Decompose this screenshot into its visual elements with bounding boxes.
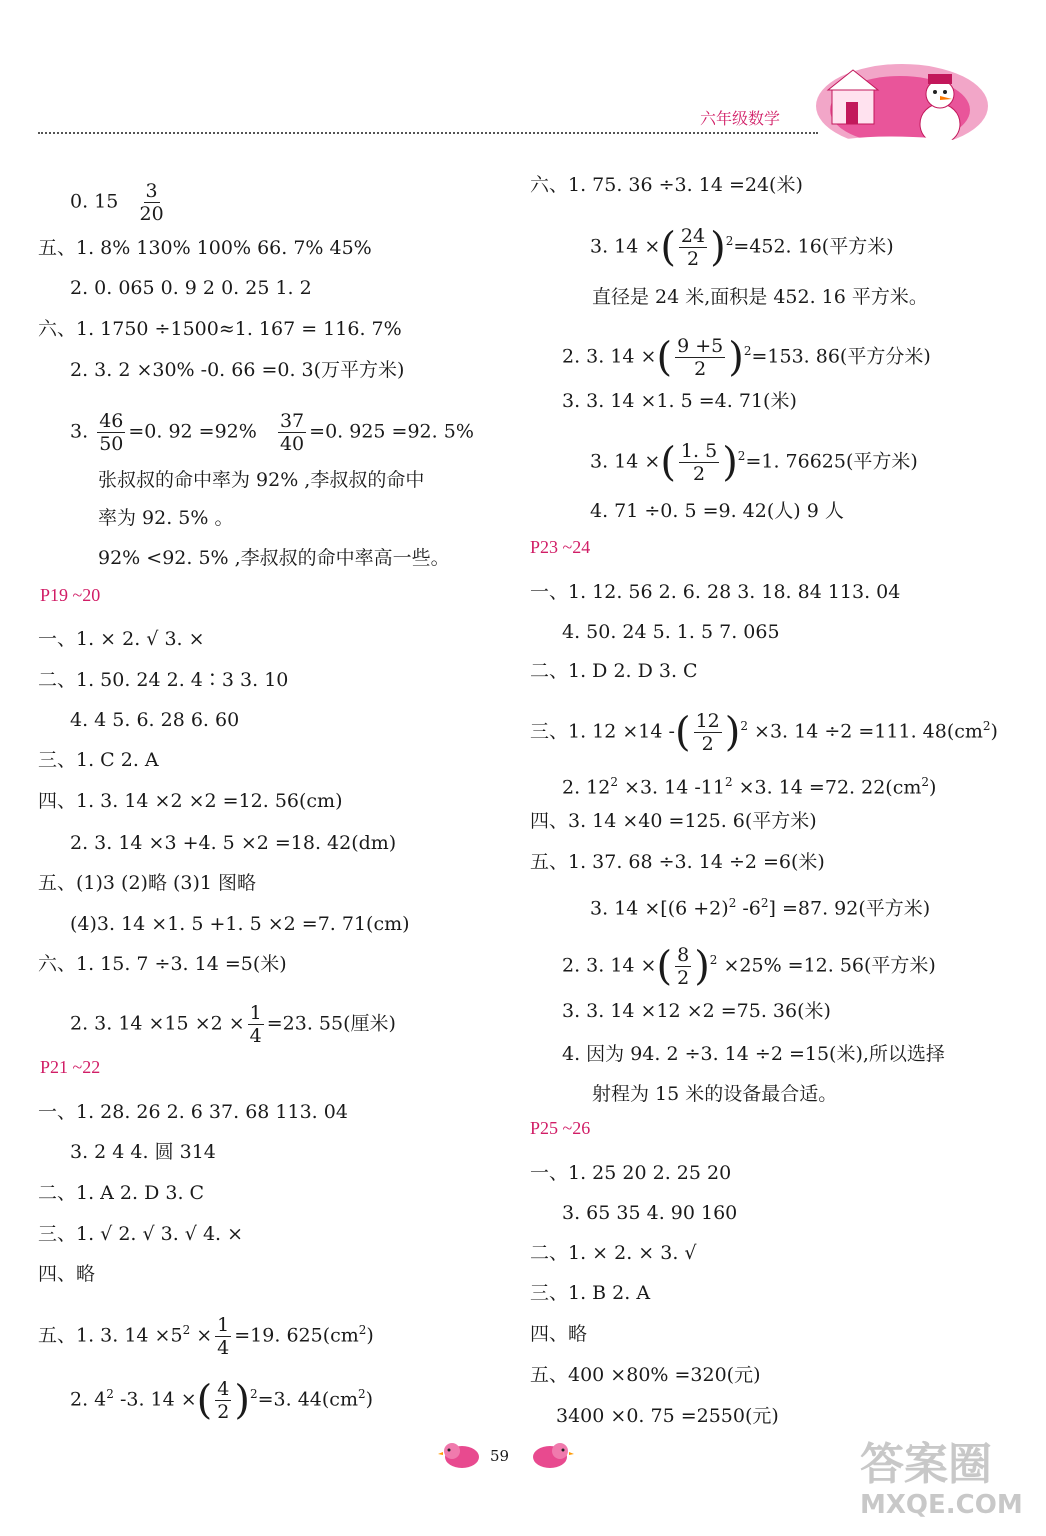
answer-line: 三、1. C 2. A <box>38 749 159 771</box>
answer-text: 2. 3. 14 ×15 ×2 × <box>70 1012 245 1035</box>
exponent: 2 <box>358 1323 367 1338</box>
answer-text: ) <box>365 1388 374 1411</box>
answer-line: 4. 因为 94. 2 ÷3. 14 ÷2 =15(米),所以选择 <box>562 1043 945 1065</box>
answer-line <box>590 891 930 920</box>
answer-text: =1. 76625(平方米) <box>745 450 918 473</box>
answer-line <box>562 770 936 799</box>
exponent: 2 <box>982 719 991 734</box>
denominator: 2 <box>686 248 700 270</box>
exponent: 2 <box>249 1387 258 1402</box>
answer-text: 3. 14 ×[(6 +2) <box>590 897 729 920</box>
answer-line: 2. 3. 2 ×30% -0. 66 =0. 3(万平方米) <box>70 359 405 381</box>
answer-line: 四、略 <box>38 1263 96 1285</box>
right-paren: ) <box>694 943 710 990</box>
answer-line: 二、1. × 2. × 3. √ <box>530 1242 697 1264</box>
answer-line <box>590 440 918 485</box>
watermark <box>860 1440 1030 1530</box>
answer-line: 一、1. 28. 26 2. 6 37. 68 113. 04 <box>38 1101 348 1123</box>
numerator: 1 <box>217 1314 230 1336</box>
answer-line <box>70 410 474 455</box>
subject-label: 六年级数学 <box>700 109 781 128</box>
answer-line <box>590 225 894 270</box>
answer-line: 4. 4 5. 6. 28 6. 60 <box>70 709 240 731</box>
fraction <box>675 335 725 380</box>
exponent: 2 <box>709 953 718 968</box>
numerator: 8 <box>677 944 690 966</box>
denominator: 4 <box>217 1337 230 1359</box>
answer-line: 五、1. 8% 130% 100% 66. 7% 45% <box>38 237 372 259</box>
fraction <box>679 225 707 270</box>
answer-text: =153. 86(平方分米) <box>751 345 931 368</box>
answer-line <box>70 180 167 225</box>
exponent: 2 <box>724 775 733 789</box>
answer-text: ] =87. 92(平方米) <box>768 897 931 920</box>
right-paren: ) <box>710 224 726 271</box>
answer-line: 4. 50. 24 5. 1. 5 7. 065 <box>562 621 780 643</box>
section-heading: P23 ~24 <box>530 537 591 557</box>
exponent: 2 <box>737 449 746 464</box>
answer-line <box>70 1378 373 1423</box>
denominator: 20 <box>139 203 164 225</box>
answer-line: 五、400 ×80% =320(元) <box>530 1364 761 1386</box>
answer-line: 四、1. 3. 14 ×2 ×2 =12. 56(cm) <box>38 790 343 812</box>
answer-text: 三、1. 12 ×14 - <box>530 720 675 743</box>
answer-text: ×3. 14 =72. 22(cm <box>732 776 922 799</box>
answer-text: ) <box>990 720 998 743</box>
denominator: 2 <box>217 1401 230 1423</box>
answer-text: -3. 14 × <box>113 1388 197 1411</box>
answer-line: 五、1. 37. 68 ÷3. 14 ÷2 =6(米) <box>530 851 825 873</box>
answer-line <box>562 944 936 989</box>
denominator: 2 <box>677 967 690 989</box>
answer-text: ) <box>366 1324 374 1347</box>
answer-text: =0. 92 =92% <box>128 420 257 443</box>
answer-line: 3400 ×0. 75 =2550(元) <box>556 1405 779 1427</box>
denominator: 2 <box>701 733 714 755</box>
numerator: 9 +5 <box>677 335 724 357</box>
answer-text: ×3. 14 ÷2 =111. 48(cm <box>748 720 983 743</box>
answer-line: 率为 92. 5% 。 <box>98 507 234 529</box>
right-paren: ) <box>234 1377 250 1424</box>
answer-line: 六、1. 75. 36 ÷3. 14 =24(米) <box>530 174 803 196</box>
answer-line <box>562 335 931 380</box>
answer-line: 一、1. 12. 56 2. 6. 28 3. 18. 84 113. 04 <box>530 581 901 603</box>
exponent: 2 <box>921 775 930 789</box>
left-paren: ( <box>660 439 676 486</box>
answer-text: 0. 15 <box>70 190 119 213</box>
answer-line: 3. 2 4 4. 圆 314 <box>70 1141 216 1163</box>
numerator: 1 <box>249 1002 262 1024</box>
exponent: 2 <box>357 1387 366 1402</box>
fraction <box>694 710 722 755</box>
denominator: 2 <box>693 463 706 485</box>
right-paren: ) <box>728 334 744 381</box>
denominator: 4 <box>249 1025 262 1047</box>
header-divider <box>38 132 818 134</box>
exponent: 2 <box>610 775 618 789</box>
numerator: 37 <box>279 410 305 432</box>
answer-line: (4)3. 14 ×1. 5 +1. 5 ×2 =7. 71(cm) <box>70 913 410 935</box>
left-paren: ( <box>660 224 676 271</box>
answer-text: 3. <box>70 420 89 443</box>
answer-line: 3. 3. 14 ×12 ×2 =75. 36(米) <box>562 1000 831 1022</box>
bird-left-icon <box>438 1440 482 1470</box>
fraction <box>215 1314 231 1359</box>
section-heading: P25 ~26 <box>530 1118 591 1138</box>
answer-text: × <box>190 1324 213 1347</box>
denominator: 50 <box>99 433 124 455</box>
answer-line: 三、1. B 2. A <box>530 1282 651 1304</box>
answer-line: 3. 3. 14 ×1. 5 =4. 71(米) <box>562 390 797 412</box>
answer-text: 五、1. 3. 14 ×5 <box>38 1324 183 1347</box>
answer-text: 2. 3. 14 × <box>562 345 657 368</box>
numerator: 4 <box>217 1378 230 1400</box>
answer-line: 直径是 24 米,面积是 452. 16 平方米。 <box>592 286 928 308</box>
denominator: 40 <box>279 433 305 455</box>
answer-text: 3. 14 × <box>590 235 661 258</box>
answer-line: 2. 3. 14 ×3 +4. 5 ×2 =18. 42(dm) <box>70 832 397 854</box>
exponent: 2 <box>106 1387 114 1402</box>
answer-text: 2. 4 <box>70 1388 107 1411</box>
answer-text: 3. 14 × <box>590 450 661 473</box>
left-paren: ( <box>196 1377 213 1424</box>
right-paren: ) <box>724 709 741 756</box>
answer-line: 张叔叔的命中率为 92% ,李叔叔的命中 <box>98 469 425 491</box>
answer-line <box>38 1314 374 1359</box>
answer-text: ×3. 14 -11 <box>618 776 725 799</box>
answer-line <box>530 710 998 755</box>
left-paren: ( <box>656 943 673 990</box>
section-heading: P21 ~22 <box>40 1057 101 1077</box>
answer-line: 4. 71 ÷0. 5 =9. 42(人) 9 人 <box>590 500 844 522</box>
answer-line: 3. 65 35 4. 90 160 <box>562 1202 738 1224</box>
answer-line: 六、1. 1750 ÷1500≈1. 167 = 116. 7% <box>38 318 402 340</box>
exponent: 2 <box>728 896 737 910</box>
answer-text: ×25% =12. 56(平方米) <box>717 954 936 977</box>
denominator: 2 <box>694 358 707 380</box>
answer-text: =452. 16(平方米) <box>733 235 894 258</box>
page-number: 59 <box>490 1447 510 1465</box>
answer-line: 二、1. A 2. D 3. C <box>38 1182 205 1204</box>
left-paren: ( <box>674 709 691 756</box>
answer-line: 射程为 15 米的设备最合适。 <box>592 1083 838 1105</box>
watermark-url: MXQE.COM <box>860 1490 1023 1520</box>
answer-text: =3. 44(cm <box>257 1388 358 1411</box>
answer-text: -6 <box>736 897 761 920</box>
exponent: 2 <box>740 719 748 734</box>
snowman-illustration <box>812 58 988 150</box>
fraction <box>97 410 125 455</box>
fraction <box>278 410 306 455</box>
fraction <box>215 1378 231 1423</box>
fraction <box>248 1002 264 1047</box>
answer-line: 四、略 <box>530 1323 588 1345</box>
answer-line: 92% <92. 5% ,李叔叔的命中率高一些。 <box>98 547 450 569</box>
numerator: 1. 5 <box>680 440 718 462</box>
answer-line: 五、(1)3 (2)略 (3)1 图略 <box>38 872 257 894</box>
answer-text: 2. 3. 14 × <box>562 954 657 977</box>
answer-line: 二、1. 50. 24 2. 4∶3 3. 10 <box>38 669 289 691</box>
numerator: 3 <box>145 180 158 202</box>
answer-text: =0. 925 =92. 5% <box>309 420 474 443</box>
numerator: 12 <box>695 710 720 732</box>
fraction <box>139 180 163 225</box>
answer-line: 2. 0. 065 0. 9 2 0. 25 1. 2 <box>70 277 312 299</box>
numerator: 46 <box>99 410 124 432</box>
bird-right-icon <box>530 1440 574 1470</box>
left-paren: ( <box>656 334 673 381</box>
watermark-title: 答案圈 <box>860 1439 992 1490</box>
right-paren: ) <box>722 439 738 486</box>
answer-line: 三、1. √ 2. √ 3. √ 4. × <box>38 1223 244 1245</box>
answer-line: 一、1. × 2. √ 3. × <box>38 628 205 650</box>
answer-line: 一、1. 25 20 2. 25 20 <box>530 1162 732 1184</box>
answer-line <box>70 1002 396 1047</box>
section-heading: P19 ~20 <box>40 585 101 605</box>
answer-text: ) <box>929 776 937 799</box>
answer-line: 四、3. 14 ×40 =125. 6(平方米) <box>530 810 817 832</box>
answer-text: =19. 625(cm <box>234 1324 359 1347</box>
fraction <box>675 944 691 989</box>
exponent: 2 <box>182 1323 191 1338</box>
answer-line: 二、1. D 2. D 3. C <box>530 660 698 682</box>
answer-text: =23. 55(厘米) <box>266 1012 396 1035</box>
fraction <box>679 440 719 485</box>
exponent: 2 <box>725 234 734 249</box>
numerator: 24 <box>680 225 706 247</box>
answer-text: 2. 12 <box>562 776 611 799</box>
exponent: 2 <box>743 344 752 359</box>
answer-line: 六、1. 15. 7 ÷3. 14 =5(米) <box>38 953 287 975</box>
exponent: 2 <box>760 896 769 910</box>
